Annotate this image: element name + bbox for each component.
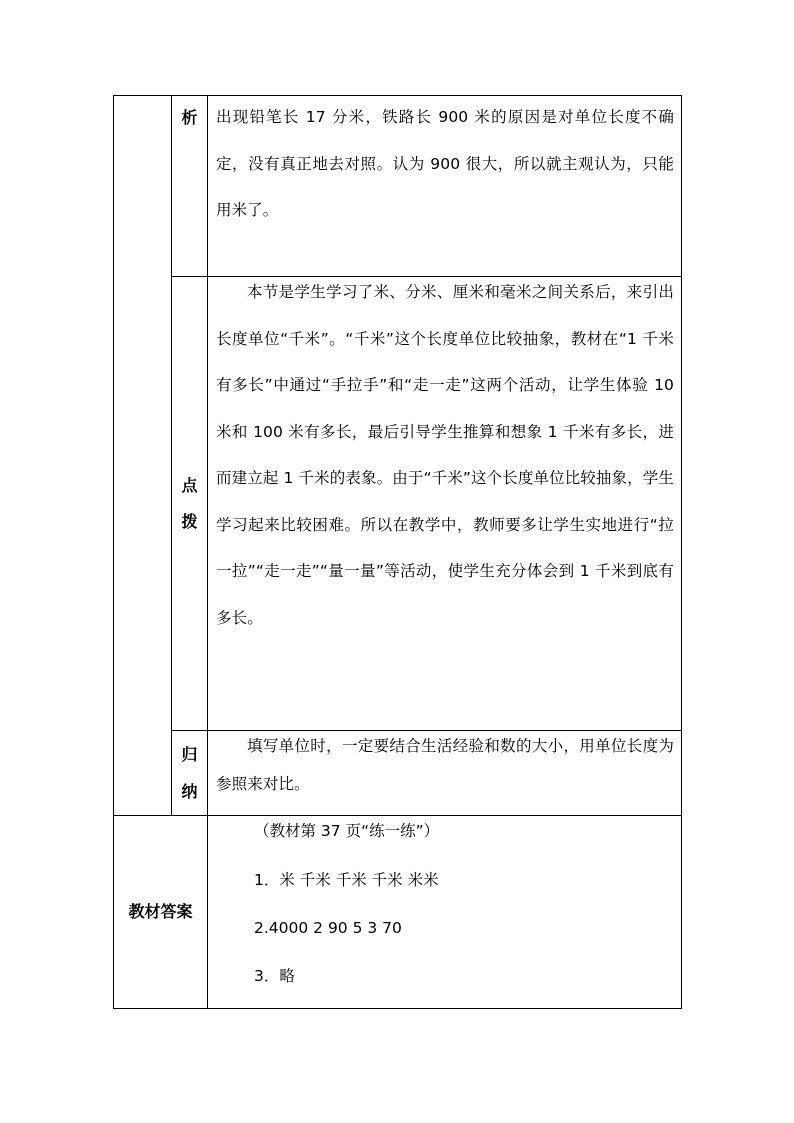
summary-text: 填写单位时，一定要结合生活经验和数的大小，用单位长度为参照来对比。 (216, 737, 674, 793)
summary-cell (208, 731, 682, 816)
analysis-text: 出现铅笔长 17 分米，铁路长 900 米的原因是对单位长度不确定，没有真正地去对照。认为 900 很大，所以就主观认为，只能用米了。 (216, 108, 674, 219)
left-merged-cell (114, 96, 172, 816)
answers-label: 教材答案 (128, 902, 193, 921)
label-tips (172, 277, 208, 731)
label-analysis (172, 96, 208, 277)
label-char: 点 (181, 475, 198, 495)
row-analysis (114, 96, 682, 277)
answer-item: 1．米 千米 千米 千米 米米 (254, 871, 439, 889)
answers-heading: （教材第 37 页“练一练”） (254, 822, 440, 840)
row-answers (114, 816, 682, 1009)
analysis-cell (208, 96, 682, 277)
label-char: 拨 (181, 511, 198, 531)
row-tips (114, 277, 682, 731)
answers-cell (208, 816, 682, 1009)
tips-cell (208, 277, 682, 731)
tips-text: 本节是学生学习了米、分米、厘米和毫米之间关系后，来引出长度单位“千米”。“千米”这个长度单位比较抽象，教材在“1 千米有多长”中通过“手拉手”和“走一走”这两个活动，让学生体验 10 米和 100 米有多长，最后引导学生推算和想象 1 千米有多长，进而建立起 1 千米的表象。由于“千米”这个长度单位比较抽象，学生学习起来比较困难。所以在教学中，教师要多让学生实地进行“拉一拉”“走一走”“量一量”等活动，使学生充分体会到 1 千米到底有多长。 (216, 283, 674, 627)
label-char: 纳 (181, 782, 198, 801)
row-summary (114, 731, 682, 816)
answer-item: 2.4000 2 90 5 3 70 (254, 919, 402, 937)
label-char: 析 (181, 108, 198, 127)
label-answers (114, 816, 208, 1009)
label-summary (172, 731, 208, 816)
answer-item: 3．略 (254, 967, 295, 985)
document-table (113, 95, 682, 1009)
label-char: 归 (181, 745, 198, 764)
